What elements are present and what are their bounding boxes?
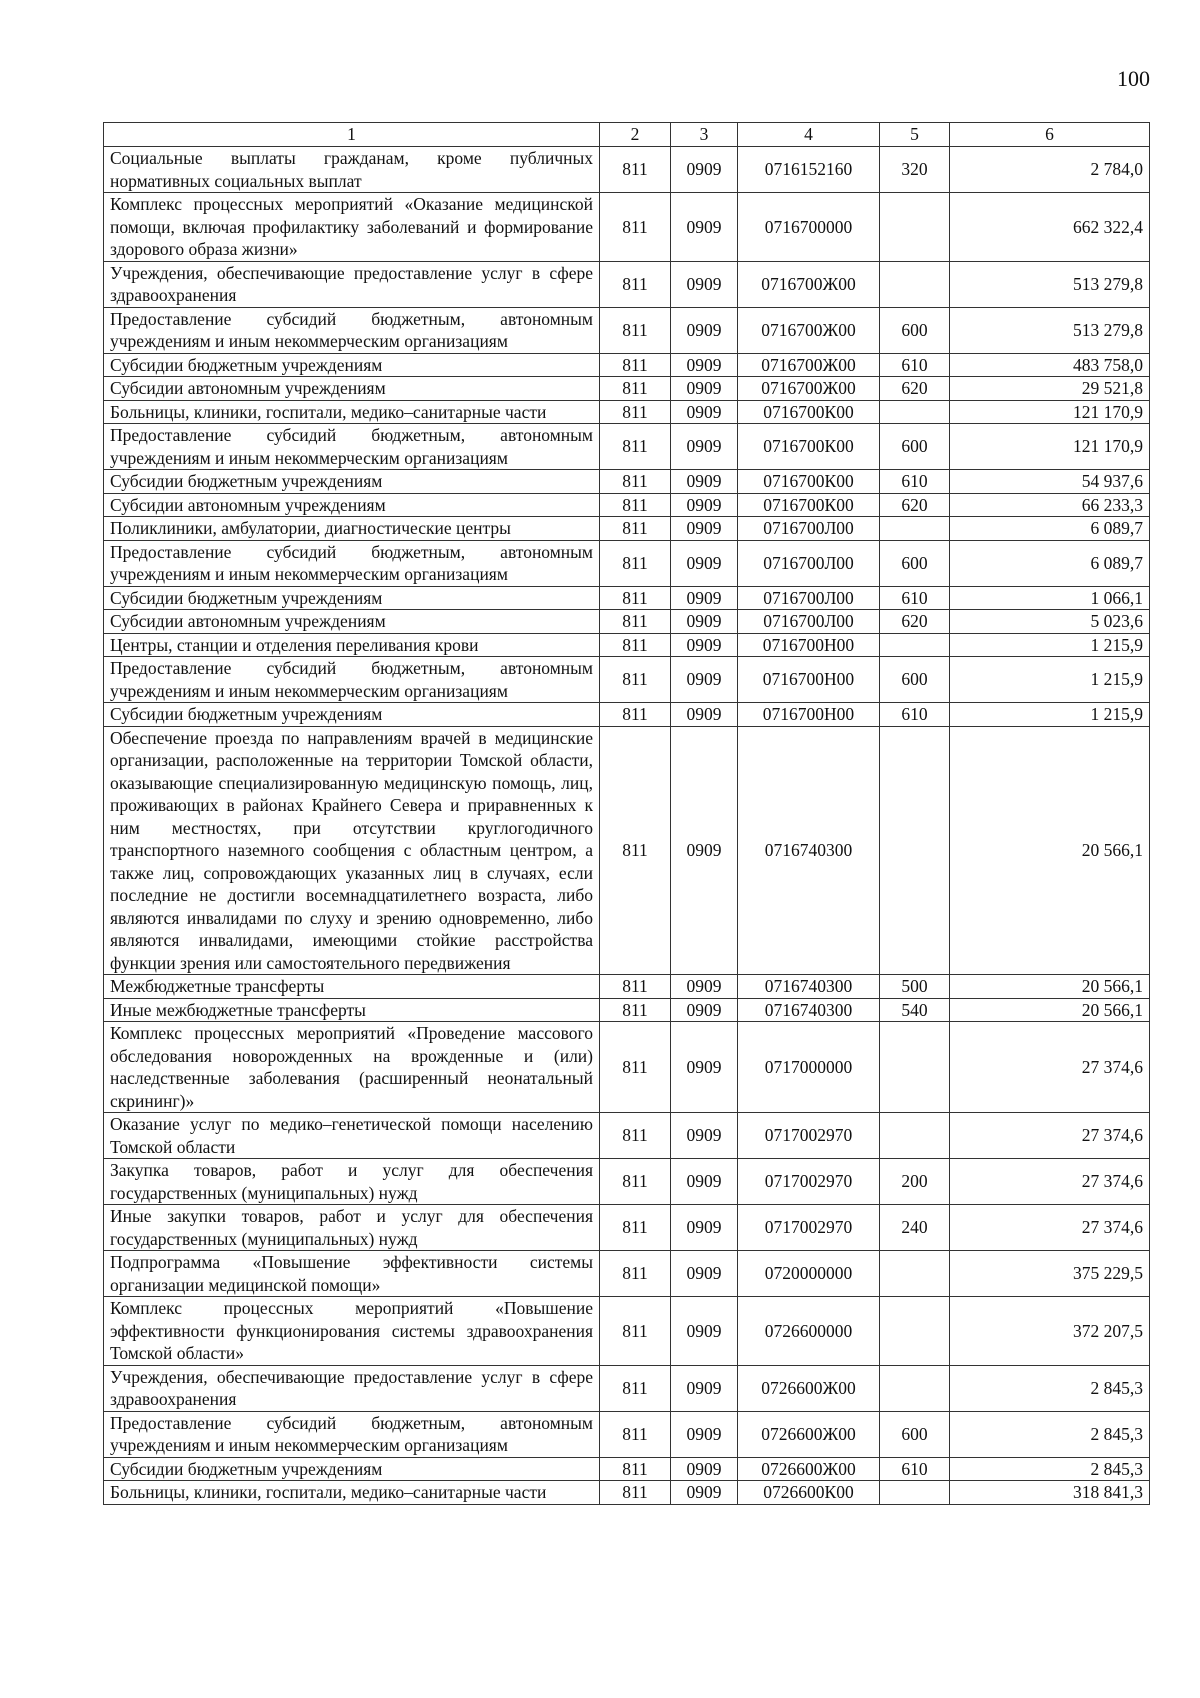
expense-type-cell bbox=[880, 261, 950, 307]
item-name-cell: Учреждения, обеспечивающие предоставление услуг в сфере здравоохранения bbox=[104, 261, 600, 307]
expense-type-cell bbox=[880, 633, 950, 657]
table-row bbox=[104, 1481, 1150, 1505]
item-name-cell: Учреждения, обеспечивающие предоставление услуг в сфере здравоохранения bbox=[104, 1365, 600, 1411]
target-article-cell: 0717002970 bbox=[738, 1159, 880, 1205]
section-code-cell: 0909 bbox=[671, 703, 738, 727]
table-row bbox=[104, 1022, 1150, 1113]
table-row bbox=[104, 657, 1150, 703]
column-number-2: 2 bbox=[600, 123, 671, 147]
ministry-code-cell: 811 bbox=[600, 633, 671, 657]
table-row bbox=[104, 424, 1150, 470]
item-name-cell: Субсидии бюджетным учреждениям bbox=[104, 353, 600, 377]
amount-cell: 2 845,3 bbox=[950, 1411, 1150, 1457]
target-article-cell: 0726600Ж00 bbox=[738, 1411, 880, 1457]
item-name-cell: Предоставление субсидий бюджетным, автономным учреждениям и иным некоммерческим организациям bbox=[104, 1411, 600, 1457]
item-name-cell: Комплекс процессных мероприятий «Оказание медицинской помощи, включая профилактику заболеваний и формирование здорового образа жизни» bbox=[104, 193, 600, 262]
target-article-cell: 0716740300 bbox=[738, 726, 880, 975]
section-code-cell: 0909 bbox=[671, 147, 738, 193]
table-row bbox=[104, 1205, 1150, 1251]
table-row bbox=[104, 540, 1150, 586]
expense-type-cell: 500 bbox=[880, 975, 950, 999]
ministry-code-cell: 811 bbox=[600, 586, 671, 610]
table-row bbox=[104, 193, 1150, 262]
table-row bbox=[104, 726, 1150, 975]
expense-type-cell: 610 bbox=[880, 353, 950, 377]
ministry-code-cell: 811 bbox=[600, 193, 671, 262]
table-row bbox=[104, 1113, 1150, 1159]
target-article-cell: 0716700Ж00 bbox=[738, 307, 880, 353]
amount-cell: 27 374,6 bbox=[950, 1159, 1150, 1205]
ministry-code-cell: 811 bbox=[600, 1251, 671, 1297]
table-row bbox=[104, 586, 1150, 610]
expense-type-cell bbox=[880, 517, 950, 541]
item-name-cell: Предоставление субсидий бюджетным, автономным учреждениям и иным некоммерческим организациям bbox=[104, 540, 600, 586]
item-name-cell: Субсидии автономным учреждениям bbox=[104, 493, 600, 517]
section-code-cell: 0909 bbox=[671, 1457, 738, 1481]
table-row bbox=[104, 470, 1150, 494]
item-name-cell: Комплекс процессных мероприятий «Проведение массового обследования новорожденных на врожденные и (или) наследственные заболевания (расширенный неонатальный скрининг)» bbox=[104, 1022, 600, 1113]
item-name-cell: Субсидии автономным учреждениям bbox=[104, 377, 600, 401]
amount-cell: 20 566,1 bbox=[950, 998, 1150, 1022]
expense-type-cell: 600 bbox=[880, 424, 950, 470]
section-code-cell: 0909 bbox=[671, 470, 738, 494]
amount-cell: 54 937,6 bbox=[950, 470, 1150, 494]
ministry-code-cell: 811 bbox=[600, 1481, 671, 1505]
amount-cell: 318 841,3 bbox=[950, 1481, 1150, 1505]
amount-cell: 20 566,1 bbox=[950, 726, 1150, 975]
budget-table-body bbox=[104, 123, 1150, 1505]
ministry-code-cell: 811 bbox=[600, 1297, 671, 1366]
target-article-cell: 0716700Ж00 bbox=[738, 377, 880, 401]
target-article-cell: 0716700Н00 bbox=[738, 703, 880, 727]
table-row bbox=[104, 307, 1150, 353]
ministry-code-cell: 811 bbox=[600, 726, 671, 975]
section-code-cell: 0909 bbox=[671, 377, 738, 401]
section-code-cell: 0909 bbox=[671, 400, 738, 424]
item-name-cell: Поликлиники, амбулатории, диагностические центры bbox=[104, 517, 600, 541]
target-article-cell: 0716700000 bbox=[738, 193, 880, 262]
target-article-cell: 0716740300 bbox=[738, 975, 880, 999]
target-article-cell: 0720000000 bbox=[738, 1251, 880, 1297]
item-name-cell: Субсидии бюджетным учреждениям bbox=[104, 703, 600, 727]
section-code-cell: 0909 bbox=[671, 1022, 738, 1113]
item-name-cell: Предоставление субсидий бюджетным, автономным учреждениям и иным некоммерческим организациям bbox=[104, 307, 600, 353]
ministry-code-cell: 811 bbox=[600, 517, 671, 541]
ministry-code-cell: 811 bbox=[600, 424, 671, 470]
ministry-code-cell: 811 bbox=[600, 307, 671, 353]
expense-type-cell: 240 bbox=[880, 1205, 950, 1251]
table-row bbox=[104, 377, 1150, 401]
target-article-cell: 0716700Ж00 bbox=[738, 261, 880, 307]
expense-type-cell: 610 bbox=[880, 1457, 950, 1481]
expense-type-cell: 610 bbox=[880, 703, 950, 727]
amount-cell: 372 207,5 bbox=[950, 1297, 1150, 1366]
ministry-code-cell: 811 bbox=[600, 610, 671, 634]
expense-type-cell: 610 bbox=[880, 586, 950, 610]
item-name-cell: Социальные выплаты гражданам, кроме публичных нормативных социальных выплат bbox=[104, 147, 600, 193]
section-code-cell: 0909 bbox=[671, 586, 738, 610]
expense-type-cell bbox=[880, 1022, 950, 1113]
amount-cell: 1 215,9 bbox=[950, 633, 1150, 657]
target-article-cell: 0716700К00 bbox=[738, 400, 880, 424]
amount-cell: 66 233,3 bbox=[950, 493, 1150, 517]
ministry-code-cell: 811 bbox=[600, 1457, 671, 1481]
target-article-cell: 0716700К00 bbox=[738, 424, 880, 470]
item-name-cell: Больницы, клиники, госпитали, медико–санитарные части bbox=[104, 1481, 600, 1505]
expense-type-cell bbox=[880, 1113, 950, 1159]
amount-cell: 27 374,6 bbox=[950, 1113, 1150, 1159]
amount-cell: 121 170,9 bbox=[950, 400, 1150, 424]
amount-cell: 20 566,1 bbox=[950, 975, 1150, 999]
table-row bbox=[104, 633, 1150, 657]
expense-type-cell: 600 bbox=[880, 540, 950, 586]
ministry-code-cell: 811 bbox=[600, 1411, 671, 1457]
item-name-cell: Предоставление субсидий бюджетным, автономным учреждениям и иным некоммерческим организациям bbox=[104, 424, 600, 470]
section-code-cell: 0909 bbox=[671, 726, 738, 975]
target-article-cell: 0716700Л00 bbox=[738, 610, 880, 634]
item-name-cell: Предоставление субсидий бюджетным, автономным учреждениям и иным некоммерческим организациям bbox=[104, 657, 600, 703]
target-article-cell: 0716700К00 bbox=[738, 470, 880, 494]
target-article-cell: 0726600Ж00 bbox=[738, 1457, 880, 1481]
ministry-code-cell: 811 bbox=[600, 261, 671, 307]
ministry-code-cell: 811 bbox=[600, 377, 671, 401]
ministry-code-cell: 811 bbox=[600, 1365, 671, 1411]
table-row bbox=[104, 1457, 1150, 1481]
target-article-cell: 0717002970 bbox=[738, 1205, 880, 1251]
section-code-cell: 0909 bbox=[671, 1205, 738, 1251]
amount-cell: 6 089,7 bbox=[950, 540, 1150, 586]
budget-table bbox=[103, 122, 1150, 1505]
table-row bbox=[104, 703, 1150, 727]
table-row bbox=[104, 610, 1150, 634]
item-name-cell: Подпрограмма «Повышение эффективности системы организации медицинской помощи» bbox=[104, 1251, 600, 1297]
amount-cell: 121 170,9 bbox=[950, 424, 1150, 470]
target-article-cell: 0716700Л00 bbox=[738, 586, 880, 610]
ministry-code-cell: 811 bbox=[600, 998, 671, 1022]
item-name-cell: Субсидии бюджетным учреждениям bbox=[104, 586, 600, 610]
target-article-cell: 0716740300 bbox=[738, 998, 880, 1022]
ministry-code-cell: 811 bbox=[600, 703, 671, 727]
section-code-cell: 0909 bbox=[671, 1411, 738, 1457]
target-article-cell: 0716700К00 bbox=[738, 493, 880, 517]
amount-cell: 1 215,9 bbox=[950, 703, 1150, 727]
section-code-cell: 0909 bbox=[671, 1159, 738, 1205]
ministry-code-cell: 811 bbox=[600, 540, 671, 586]
expense-type-cell bbox=[880, 1365, 950, 1411]
section-code-cell: 0909 bbox=[671, 1251, 738, 1297]
section-code-cell: 0909 bbox=[671, 307, 738, 353]
expense-type-cell: 320 bbox=[880, 147, 950, 193]
section-code-cell: 0909 bbox=[671, 1481, 738, 1505]
item-name-cell: Оказание услуг по медико–генетической помощи населению Томской области bbox=[104, 1113, 600, 1159]
ministry-code-cell: 811 bbox=[600, 975, 671, 999]
item-name-cell: Межбюджетные трансферты bbox=[104, 975, 600, 999]
amount-cell: 483 758,0 bbox=[950, 353, 1150, 377]
section-code-cell: 0909 bbox=[671, 1365, 738, 1411]
amount-cell: 662 322,4 bbox=[950, 193, 1150, 262]
target-article-cell: 0716700Ж00 bbox=[738, 353, 880, 377]
target-article-cell: 0726600Ж00 bbox=[738, 1365, 880, 1411]
amount-cell: 513 279,8 bbox=[950, 307, 1150, 353]
table-row bbox=[104, 1411, 1150, 1457]
item-name-cell: Субсидии автономным учреждениям bbox=[104, 610, 600, 634]
amount-cell: 1 215,9 bbox=[950, 657, 1150, 703]
section-code-cell: 0909 bbox=[671, 1113, 738, 1159]
table-row bbox=[104, 975, 1150, 999]
target-article-cell: 0726600000 bbox=[738, 1297, 880, 1366]
table-row bbox=[104, 147, 1150, 193]
amount-cell: 2 784,0 bbox=[950, 147, 1150, 193]
column-number-5: 5 bbox=[880, 123, 950, 147]
expense-type-cell: 540 bbox=[880, 998, 950, 1022]
target-article-cell: 0717002970 bbox=[738, 1113, 880, 1159]
page-number: 100 bbox=[1117, 66, 1150, 91]
item-name-cell: Закупка товаров, работ и услуг для обеспечения государственных (муниципальных) нужд bbox=[104, 1159, 600, 1205]
item-name-cell: Иные закупки товаров, работ и услуг для обеспечения государственных (муниципальных) нужд bbox=[104, 1205, 600, 1251]
section-code-cell: 0909 bbox=[671, 657, 738, 703]
section-code-cell: 0909 bbox=[671, 493, 738, 517]
column-number-row bbox=[104, 123, 1150, 147]
column-number-1: 1 bbox=[104, 123, 600, 147]
section-code-cell: 0909 bbox=[671, 261, 738, 307]
section-code-cell: 0909 bbox=[671, 610, 738, 634]
expense-type-cell bbox=[880, 1297, 950, 1366]
table-row bbox=[104, 493, 1150, 517]
expense-type-cell: 610 bbox=[880, 470, 950, 494]
expense-type-cell: 600 bbox=[880, 1411, 950, 1457]
ministry-code-cell: 811 bbox=[600, 1205, 671, 1251]
table-row bbox=[104, 1159, 1150, 1205]
section-code-cell: 0909 bbox=[671, 998, 738, 1022]
item-name-cell: Иные межбюджетные трансферты bbox=[104, 998, 600, 1022]
section-code-cell: 0909 bbox=[671, 975, 738, 999]
expense-type-cell bbox=[880, 400, 950, 424]
amount-cell: 2 845,3 bbox=[950, 1457, 1150, 1481]
amount-cell: 2 845,3 bbox=[950, 1365, 1150, 1411]
section-code-cell: 0909 bbox=[671, 353, 738, 377]
expense-type-cell: 200 bbox=[880, 1159, 950, 1205]
item-name-cell: Комплекс процессных мероприятий «Повышение эффективности функционирования системы здравоохранения Томской области» bbox=[104, 1297, 600, 1366]
ministry-code-cell: 811 bbox=[600, 1159, 671, 1205]
expense-type-cell: 620 bbox=[880, 377, 950, 401]
amount-cell: 375 229,5 bbox=[950, 1251, 1150, 1297]
amount-cell: 6 089,7 bbox=[950, 517, 1150, 541]
expense-type-cell: 620 bbox=[880, 610, 950, 634]
amount-cell: 27 374,6 bbox=[950, 1205, 1150, 1251]
column-number-6: 6 bbox=[950, 123, 1150, 147]
item-name-cell: Центры, станции и отделения переливания крови bbox=[104, 633, 600, 657]
section-code-cell: 0909 bbox=[671, 1297, 738, 1366]
table-row bbox=[104, 517, 1150, 541]
expense-type-cell bbox=[880, 193, 950, 262]
section-code-cell: 0909 bbox=[671, 424, 738, 470]
expense-type-cell bbox=[880, 726, 950, 975]
section-code-cell: 0909 bbox=[671, 540, 738, 586]
item-name-cell: Обеспечение проезда по направлениям врачей в медицинские организации, расположенные на территории Томской области, оказывающие специализированную медицинскую помощь, лиц, проживающих в районах Крайнего Севера и приравненных к ним местностях, при отсутствии круглогодичного транспортного наземного сообщения с областным центром, а также лиц, сопровождающих указанных лиц в случаях, если последние не достигли восемнадцатилетнего возраста, либо являются инвалидами по слуху и зрению одновременно, либо являются инвалидами, имеющими стойкие расстройства функции зрения или самостоятельного передвижения bbox=[104, 726, 600, 975]
ministry-code-cell: 811 bbox=[600, 1113, 671, 1159]
expense-type-cell bbox=[880, 1251, 950, 1297]
section-code-cell: 0909 bbox=[671, 633, 738, 657]
ministry-code-cell: 811 bbox=[600, 470, 671, 494]
target-article-cell: 0726600К00 bbox=[738, 1481, 880, 1505]
table-row bbox=[104, 1251, 1150, 1297]
amount-cell: 29 521,8 bbox=[950, 377, 1150, 401]
ministry-code-cell: 811 bbox=[600, 493, 671, 517]
expense-type-cell: 600 bbox=[880, 307, 950, 353]
item-name-cell: Субсидии бюджетным учреждениям bbox=[104, 1457, 600, 1481]
table-row bbox=[104, 1365, 1150, 1411]
item-name-cell: Больницы, клиники, госпитали, медико–санитарные части bbox=[104, 400, 600, 424]
section-code-cell: 0909 bbox=[671, 517, 738, 541]
table-row bbox=[104, 400, 1150, 424]
item-name-cell: Субсидии бюджетным учреждениям bbox=[104, 470, 600, 494]
table-row bbox=[104, 1297, 1150, 1366]
table-row bbox=[104, 998, 1150, 1022]
amount-cell: 5 023,6 bbox=[950, 610, 1150, 634]
expense-type-cell: 600 bbox=[880, 657, 950, 703]
target-article-cell: 0717000000 bbox=[738, 1022, 880, 1113]
ministry-code-cell: 811 bbox=[600, 1022, 671, 1113]
column-number-3: 3 bbox=[671, 123, 738, 147]
ministry-code-cell: 811 bbox=[600, 147, 671, 193]
target-article-cell: 0716700Л00 bbox=[738, 540, 880, 586]
ministry-code-cell: 811 bbox=[600, 353, 671, 377]
target-article-cell: 0716152160 bbox=[738, 147, 880, 193]
amount-cell: 1 066,1 bbox=[950, 586, 1150, 610]
target-article-cell: 0716700Л00 bbox=[738, 517, 880, 541]
ministry-code-cell: 811 bbox=[600, 400, 671, 424]
section-code-cell: 0909 bbox=[671, 193, 738, 262]
table-row bbox=[104, 261, 1150, 307]
amount-cell: 27 374,6 bbox=[950, 1022, 1150, 1113]
amount-cell: 513 279,8 bbox=[950, 261, 1150, 307]
expense-type-cell bbox=[880, 1481, 950, 1505]
target-article-cell: 0716700Н00 bbox=[738, 633, 880, 657]
ministry-code-cell: 811 bbox=[600, 657, 671, 703]
column-number-4: 4 bbox=[738, 123, 880, 147]
target-article-cell: 0716700Н00 bbox=[738, 657, 880, 703]
expense-type-cell: 620 bbox=[880, 493, 950, 517]
table-row bbox=[104, 353, 1150, 377]
